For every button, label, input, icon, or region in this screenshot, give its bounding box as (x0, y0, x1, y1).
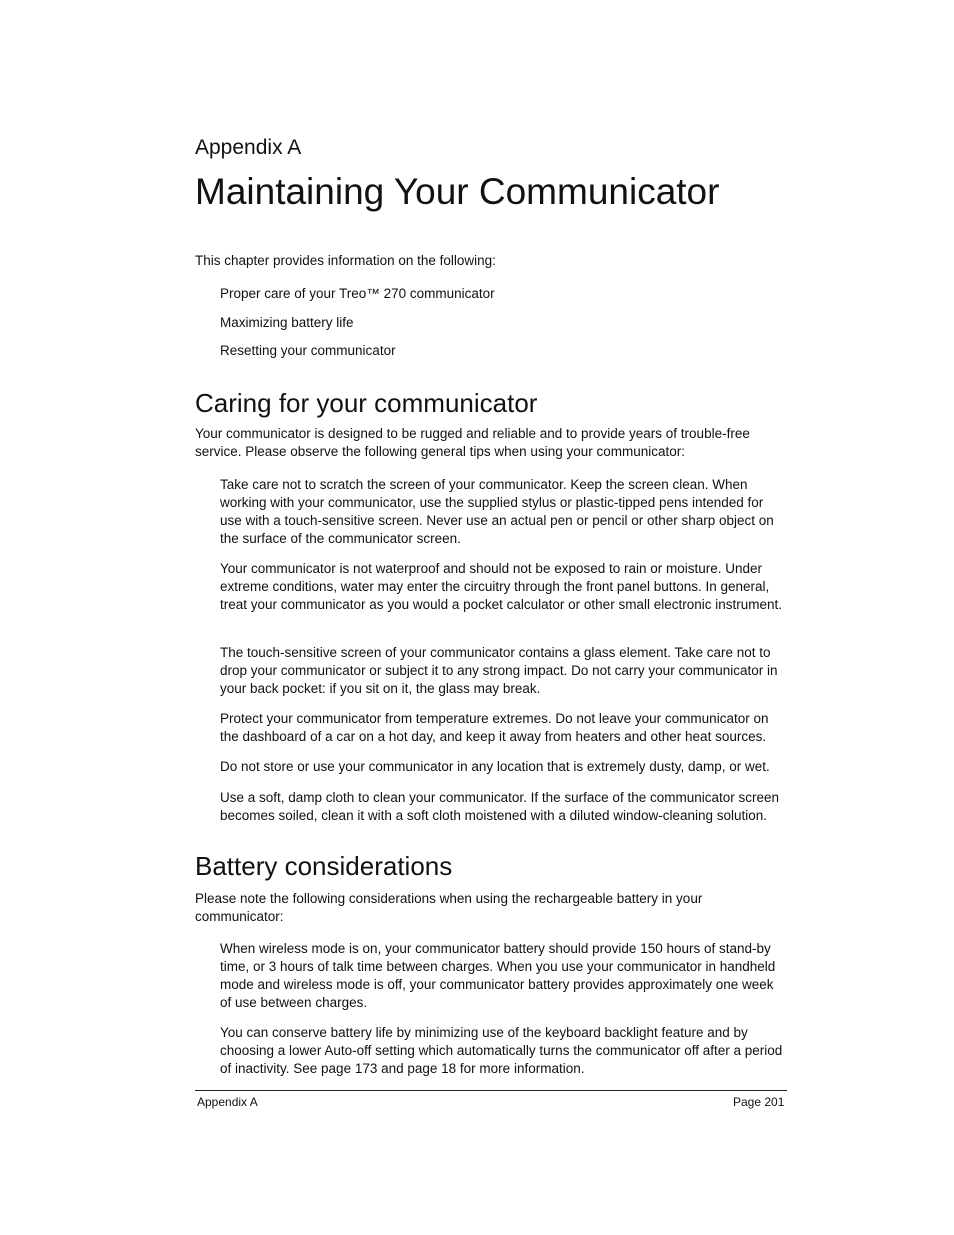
caring-tip-cleaning: Use a soft, damp cloth to clean your communicator. If the surface of the communicator screen becomes soiled, clean it with a soft cloth moistened with a diluted window-cleaning solution. (220, 790, 780, 823)
caring-lead: Your communicator is designed to be rugged and reliable and to provide years of trouble-free service. Please observe the following general tips when using your communicator: (195, 426, 750, 459)
section-heading-caring: Caring for your communicator (195, 388, 538, 418)
caring-tip-dust: Do not store or use your communicator in any location that is extremely dusty, damp, or wet. (220, 759, 770, 774)
footer-divider (195, 1090, 787, 1091)
topic-item-reset: Resetting your communicator (220, 343, 396, 358)
battery-tip-runtime: When wireless mode is on, your communicator battery should provide 150 hours of stand-by time, or 3 hours of talk time between charges. When you use your communicator in handheld mode and wireless mode is off, your communicator battery provides approximately one week of use between charges. (220, 941, 776, 1010)
topic-item-battery: Maximizing battery life (220, 314, 354, 330)
intro-text: This chapter provides information on the following: (195, 253, 496, 268)
topic-item-care: Proper care of your Treo™ 270 communicator (220, 286, 495, 301)
caring-tip-water: Your communicator is not waterproof and should not be exposed to rain or moisture. Under extreme conditions, water may enter the circuitry through the front panel buttons. In general, treat your communicator as you would a pocket calculator or other small electronic instrument. (220, 561, 782, 612)
battery-tip-conserve: You can conserve battery life by minimizing use of the keyboard backlight feature and by choosing a lower Auto-off setting which automatically turns the communicator off after a period of inactivity. See page 173 and page 18 for more information. (220, 1025, 783, 1076)
topic-list (220, 285, 495, 371)
battery-lead: Please note the following considerations when using the rechargeable battery in your communicator: (195, 891, 703, 924)
chapter-title: Maintaining Your Communicator (195, 171, 720, 212)
caring-tip-screen: Take care not to scratch the screen of your communicator. Keep the screen clean. When working with your communicator, use the supplied stylus or plastic-tipped pens intended for use with a touch-sensitive screen. Never use an actual pen or pencil or other sharp object on the surface of the communicator screen. (220, 477, 774, 546)
section-heading-battery: Battery considerations (195, 851, 453, 881)
appendix-label: Appendix A (195, 136, 302, 159)
caring-tip-glass: The touch-sensitive screen of your communicator contains a glass element. Take care not to drop your communicator or subject it to any strong impact. Do not carry your communicator in your back pocket: if you sit on it, the glass may break. (220, 645, 778, 696)
caring-tip-temperature: Protect your communicator from temperature extremes. Do not leave your communicator on the dashboard of a car on a hot day, and keep it away from heaters and other heat sources. (220, 711, 769, 744)
footer-page-number: Page 201 (733, 1095, 785, 1109)
footer-appendix-label: Appendix A (197, 1095, 258, 1109)
